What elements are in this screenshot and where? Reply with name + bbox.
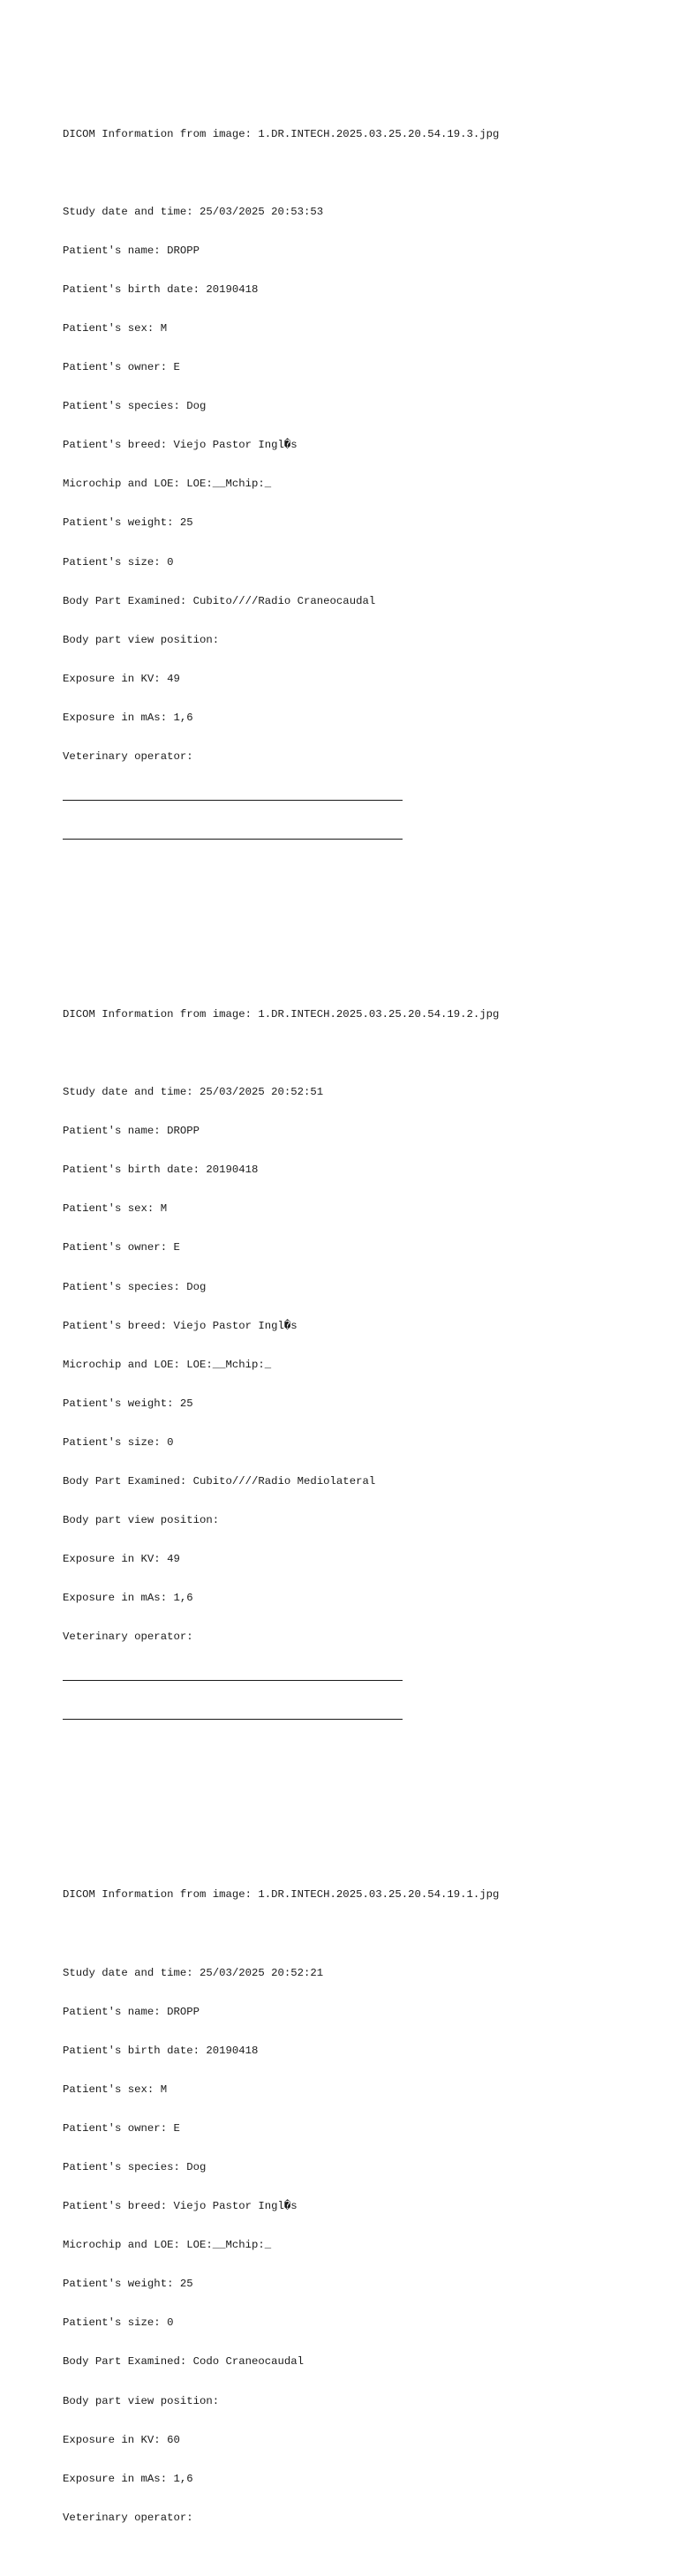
body-part-line: Body Part Examined: Codo Craneocaudal [63,2355,305,2369]
operator-line: Veterinary operator: [63,2511,193,2524]
dicom-record-1 [63,102,610,867]
separator-rule [63,1670,403,1683]
body-part-line: Body Part Examined: Cubito////Radio Craneocaudal [63,594,376,607]
exposure-kv-line: Exposure in KV: 49 [63,1553,180,1566]
separator-rule [63,789,403,802]
exposure-kv-line: Exposure in KV: 60 [63,2433,180,2446]
weight-line: Patient's weight: 25 [63,2278,193,2291]
breed-line: Patient's breed: Viejo Pastor Ingl�s [63,439,298,452]
breed-line: Patient's breed: Viejo Pastor Ingl�s [63,1319,298,1332]
record-title: DICOM Information from image: 1.DR.INTECH.2025.03.25.20.54.19.3.jpg [63,127,500,140]
patient-name-line: Patient's name: DROPP [63,2005,200,2018]
body-part-line: Body Part Examined: Cubito////Radio Mediolateral [63,1475,376,1488]
operator-line: Veterinary operator: [63,750,193,764]
view-position-line: Body part view position: [63,1514,220,1527]
weight-line: Patient's weight: 25 [63,1397,193,1410]
weight-line: Patient's weight: 25 [63,516,193,530]
record-title: DICOM Information from image: 1.DR.INTECH.2025.03.25.20.54.19.1.jpg [63,1888,500,1902]
exposure-mas-line: Exposure in mAs: 1,6 [63,711,193,724]
patient-name-line: Patient's name: DROPP [63,244,200,257]
size-line: Patient's size: 0 [63,1435,174,1449]
microchip-line: Microchip and LOE: LOE:__Mchip:_ [63,1358,272,1371]
owner-line: Patient's owner: E [63,1241,180,1254]
view-position-line: Body part view position: [63,2394,220,2407]
birth-date-line: Patient's birth date: 20190418 [63,1164,259,1177]
exposure-mas-line: Exposure in mAs: 1,6 [63,2472,193,2485]
study-date-line: Study date and time: 25/03/2025 20:52:21 [63,1966,324,1979]
dicom-record-2 [63,983,610,1748]
record-title: DICOM Information from image: 1.DR.INTECH.2025.03.25.20.54.19.2.jpg [63,1007,500,1021]
sex-line: Patient's sex: M [63,321,168,335]
document-page [63,63,610,2576]
separator-rule [63,828,403,841]
separator-rule [63,1709,403,1722]
sex-line: Patient's sex: M [63,1202,168,1216]
owner-line: Patient's owner: E [63,2121,180,2135]
breed-line: Patient's breed: Viejo Pastor Ingl�s [63,2200,298,2213]
species-line: Patient's species: Dog [63,400,207,413]
owner-line: Patient's owner: E [63,361,180,374]
study-date-line: Study date and time: 25/03/2025 20:53:53 [63,205,324,218]
species-line: Patient's species: Dog [63,2160,207,2173]
dicom-record-3 [63,1863,610,2550]
birth-date-line: Patient's birth date: 20190418 [63,282,259,296]
sex-line: Patient's sex: M [63,2083,168,2096]
patient-name-line: Patient's name: DROPP [63,1125,200,1138]
birth-date-line: Patient's birth date: 20190418 [63,2044,259,2057]
size-line: Patient's size: 0 [63,555,174,569]
exposure-mas-line: Exposure in mAs: 1,6 [63,1592,193,1605]
microchip-line: Microchip and LOE: LOE:__Mchip:_ [63,2239,272,2252]
view-position-line: Body part view position: [63,633,220,646]
exposure-kv-line: Exposure in KV: 49 [63,672,180,685]
study-date-line: Study date and time: 25/03/2025 20:52:51 [63,1086,324,1099]
species-line: Patient's species: Dog [63,1280,207,1293]
microchip-line: Microchip and LOE: LOE:__Mchip:_ [63,478,272,491]
size-line: Patient's size: 0 [63,2316,174,2330]
operator-line: Veterinary operator: [63,1631,193,1644]
